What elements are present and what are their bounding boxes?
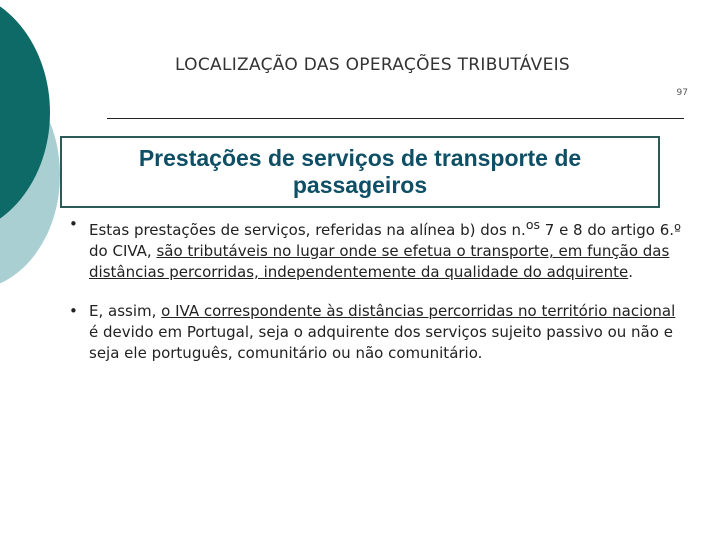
page-number: 97 bbox=[676, 88, 688, 98]
bullet-text: E, assim, bbox=[89, 302, 162, 320]
decorative-circles bbox=[0, 0, 60, 300]
bullet-text: . bbox=[628, 263, 633, 281]
bullet-icon: • bbox=[69, 215, 78, 233]
header-divider bbox=[107, 118, 684, 119]
bullet-text: é devido em Portugal, seja o adquirente dos serviços sujeito passivo ou não e seja ele português, comunitário ou não comunitário. bbox=[89, 323, 673, 362]
bullet-list bbox=[62, 214, 682, 364]
header-title: LOCALIZAÇÃO DAS OPERAÇÕES TRIBUTÁVEIS bbox=[175, 55, 571, 75]
bullet-icon: • bbox=[69, 302, 78, 320]
slide-title-box bbox=[60, 136, 660, 208]
slide-title: Prestações de serviços de transporte de passageiros bbox=[138, 145, 582, 198]
bullet-item bbox=[62, 301, 682, 364]
bullet-superscript: os bbox=[525, 217, 540, 232]
bullet-item bbox=[62, 214, 682, 283]
bullet-underlined-text: são tributáveis no lugar onde se efetua o transporte, em função das distâncias percorridas, independentemente da qualidade do adquirente bbox=[89, 242, 670, 281]
bullet-text: Estas prestações de serviços, referidas na alínea b) dos n. bbox=[89, 221, 526, 239]
bullet-text: 7 e 8 do artigo 6.º do CIVA, bbox=[89, 221, 682, 260]
bullet-underlined-text: o IVA correspondente às distâncias percorridas no território nacional bbox=[161, 302, 676, 320]
